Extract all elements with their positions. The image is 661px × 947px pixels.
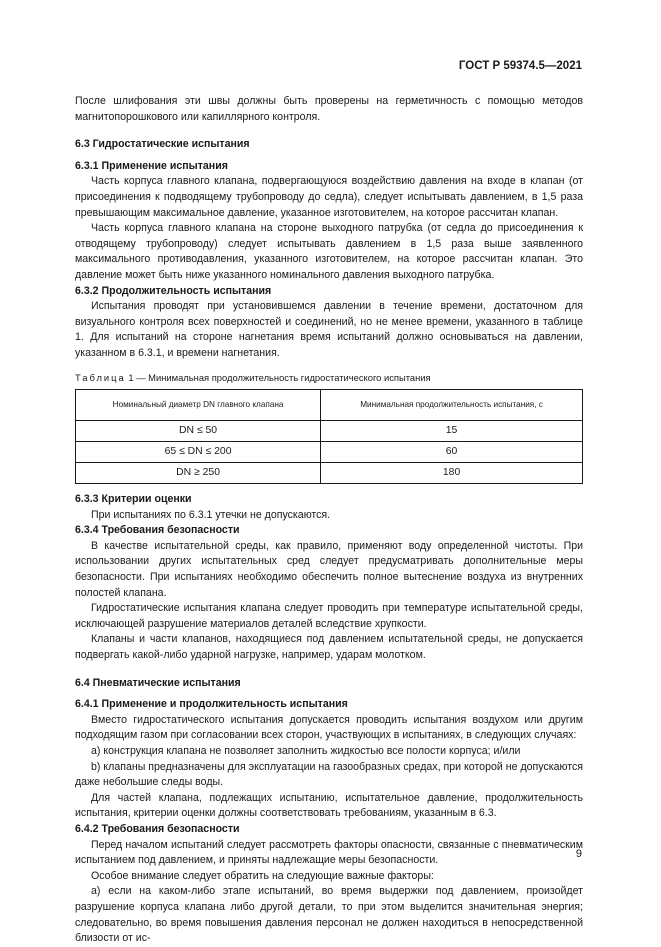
intro-paragraph: После шлифования эти швы должны быть проверены на герметичность с помощью методов магнитопорошкового или капиллярного контроля. — [75, 95, 583, 123]
table-cell-duration: 60 — [321, 442, 583, 463]
section-6-3-1-paragraph-1: Часть корпуса главного клапана, подвергающуюся воздействию давления на входе в клапан (от присоединения к подводящему трубопроводу до седла), следует испытывать давлением, в 1,5 раза превышающим максимальное давление, указанное изготовителем, на которое рассчитан клапан. — [75, 175, 583, 219]
section-6-4-2-item-a: a) если на каком-либо этапе испытаний, во время выдержки под давлением, произойдет разрушение корпуса клапана либо другой детали, то при этом выделится значительная энергия; следовательно, во время повышения давления персонал не должен находиться в непосредственной близости от ис- — [75, 885, 583, 945]
section-6-4-2-paragraph-2: Особое внимание следует обратить на следующие важные факторы: — [91, 869, 434, 882]
section-6-4-2-paragraph-1: Перед началом испытаний следует рассмотреть факторы опасности, связанные с пневматическим испытанием под давлением, и приняты надлежащие меры безопасности. — [75, 838, 583, 867]
section-6-4-2-title: 6.4.2 Требования безопасности — [75, 822, 240, 835]
section-6-3-4-title: 6.3.4 Требования безопасности — [75, 524, 240, 537]
table-caption — [75, 370, 583, 386]
section-6-4-title: 6.4 Пневматические испытания — [75, 676, 241, 689]
table-header-diameter: Номинальный диаметр DN главного клапана — [76, 390, 321, 421]
document-code: ГОСТ Р 59374.5—2021 — [458, 60, 582, 72]
table-row — [76, 463, 583, 484]
duration-table — [75, 389, 583, 484]
table-header-row — [76, 390, 583, 421]
section-6-3-2-paragraph-1: Испытания проводят при установившемся давлении в течение времени, достаточном для визуального контроля всех поверхностей и соединений, но не менее времени, указанного в таблице 1. Для испытаний на стороне нагнетания время испытаний должно основываться на давлении, указанном в 6.3.1, и времени нагнетания. — [75, 300, 583, 359]
table-caption-text: 1 — Минимальная продолжительность гидростатического испытания — [128, 371, 431, 383]
section-6-3-4-paragraph-3: Клапаны и части клапанов, находящиеся под давлением испытательной среды, не допускается подвергать какой-либо ударной нагрузке, например, ударам молотком. — [75, 633, 583, 662]
table-cell-duration: 180 — [321, 463, 583, 484]
section-6-3-1-title: 6.3.1 Применение испытания — [75, 159, 228, 172]
table-caption-word: Таблица — [75, 371, 126, 383]
section-6-3-1-paragraph-2: Часть корпуса главного клапана на стороне выходного патрубка (от седла до присоединения к отводящему трубопроводу) следует испытывать давлением в 1,5 раза выше заявленного максимального противодавления, указанного изготовителем, на которое рассчитан клапан. Это давление может быть ниже указанного номинального давления выходного патрубка. — [75, 222, 583, 281]
page-content — [75, 94, 583, 947]
table-cell-diameter: DN ≤ 50 — [76, 421, 321, 442]
section-6-3-4-paragraph-2: Гидростатические испытания клапана следует проводить при температуре испытательной среды, исключающей разрушение материалов деталей вследствие хрупкости. — [75, 602, 583, 630]
section-6-3-3-paragraph-1: При испытаниях по 6.3.1 утечки не допускаются. — [91, 508, 331, 521]
table-row — [76, 442, 583, 463]
section-6-4-1-item-b: b) клапаны предназначены для эксплуатации на газообразных средах, при которой не допускаются даже небольшие следы воды. — [75, 760, 583, 789]
section-6-4-1-title: 6.4.1 Применение и продолжительность испытания — [75, 698, 348, 711]
section-6-3-2-title: 6.3.2 Продолжительность испытания — [75, 284, 272, 297]
table-cell-diameter: 65 ≤ DN ≤ 200 — [76, 442, 321, 463]
section-6-4-1-item-a: a) конструкция клапана не позволяет заполнить жидкостью все полости корпуса; и/или — [91, 745, 521, 757]
table-row — [76, 421, 583, 442]
section-6-3-4-paragraph-1: В качестве испытательной среды, как правило, применяют воду определенной чистоты. При использовании других испытательных сред следует предусматривать дополнительные меры безопасности. При испытаниях необходимо обеспечить полное вытеснение воздуха из внутренних полостей клапана. — [75, 539, 583, 599]
table-cell-diameter: DN ≥ 250 — [76, 463, 321, 484]
section-6-4-1-paragraph-1: Вместо гидростатического испытания допускается проводить испытания воздухом или другим подходящим газом при согласовании всех сторон, участвующих в испытаниях, в следующих случаях: — [75, 713, 583, 742]
table-header-duration: Минимальная продолжительность испытания, с — [321, 390, 583, 421]
page-number: 9 — [575, 848, 582, 860]
section-6-3-3-title: 6.3.3 Критерии оценки — [75, 493, 192, 506]
section-6-3-title: 6.3 Гидростатические испытания — [75, 138, 250, 151]
table-cell-duration: 15 — [321, 421, 583, 442]
section-6-4-1-paragraph-2: Для частей клапана, подлежащих испытанию, испытательное давление, продолжительность испытания, критерии оценки должны соответствовать требованиям, указанным в 6.3. — [75, 791, 583, 820]
